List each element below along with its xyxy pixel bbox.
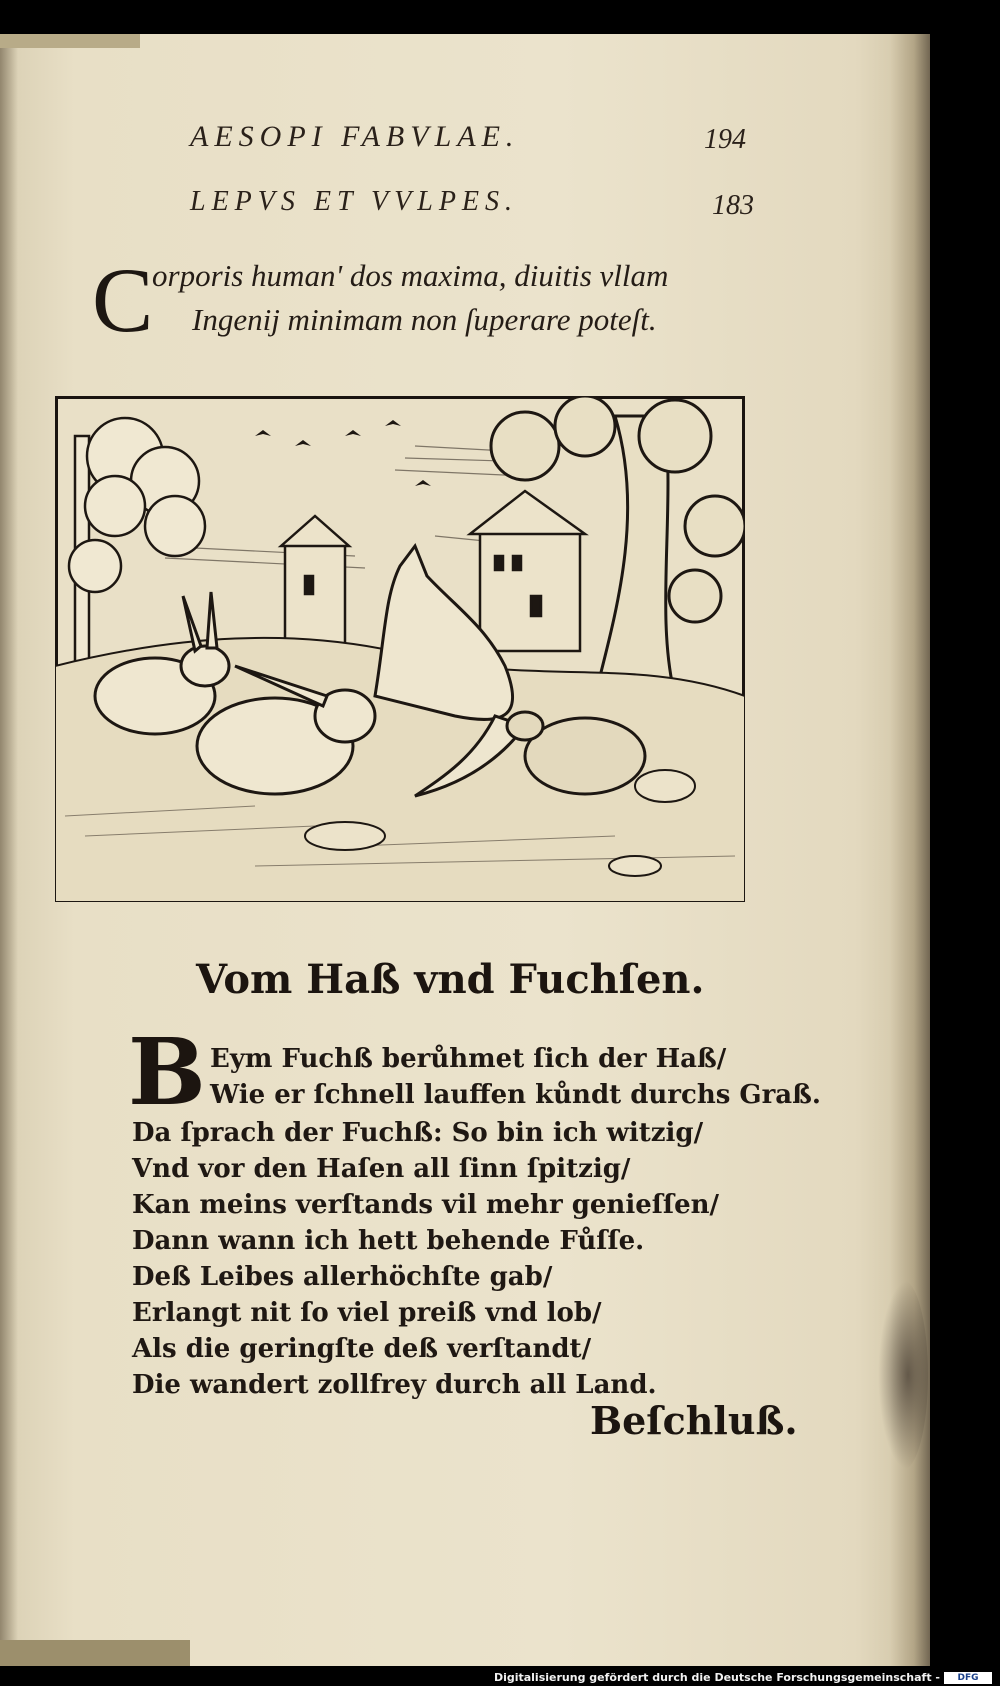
page-gutter-shadow [0,34,18,1666]
german-verse-line: Die wandert zollfrey durch all Land. [132,1370,657,1400]
running-title: AESOPI FABVLAE. [190,120,520,153]
german-verse-line: Kan meins verſtands vil mehr genieſſen/ [132,1190,720,1220]
binding-strip-top [0,34,140,48]
german-initial: B [128,1018,206,1126]
closing-word: Beſchluß. [590,1398,798,1443]
german-verse-line: Erlangt nit ſo viel preiß vnd lob/ [132,1298,602,1328]
footer-credit: Digitalisierung gefördert durch die Deutsche Forschungsgemeinschaft - [493,1671,940,1684]
latin-initial: C [92,249,154,351]
page-number: 194 [704,124,746,155]
german-verse-line: Deß Leibes allerhöchſte gab/ [132,1262,553,1292]
german-verse-line: Da ſprach der Fuchß: So bin ich witzig/ [132,1118,704,1148]
german-verse-line: Als die geringſte deß verſtandt/ [132,1334,592,1364]
latin-verse-line-2: Ingenij minimam non ſuperare poteſt. [192,302,657,337]
german-verse-line: Wie er ſchnell lauffen kůndt durchs Graß. [210,1080,821,1110]
binding-strip-bottom [0,1640,190,1666]
woodcut-illustration [55,396,745,902]
fable-number: 183 [712,190,754,221]
ink-stain [878,1280,928,1470]
german-verse-line: Eym Fuchß berůhmet ſich der Haß/ [210,1044,727,1074]
dfg-logo[interactable]: DFG [944,1672,992,1684]
german-verse-line: Dann wann ich hett behende Fůſſe. [132,1226,645,1256]
fable-title: LEPVS ET VVLPES. [190,186,519,217]
latin-verse-line-1: orporis human' dos maxima, diuitis vllam [152,258,669,293]
german-verse-line: Vnd vor den Haſen all ſinn ſpitzig/ [132,1154,631,1184]
german-title: Vom Haß vnd Fuchſen. [196,956,705,1003]
